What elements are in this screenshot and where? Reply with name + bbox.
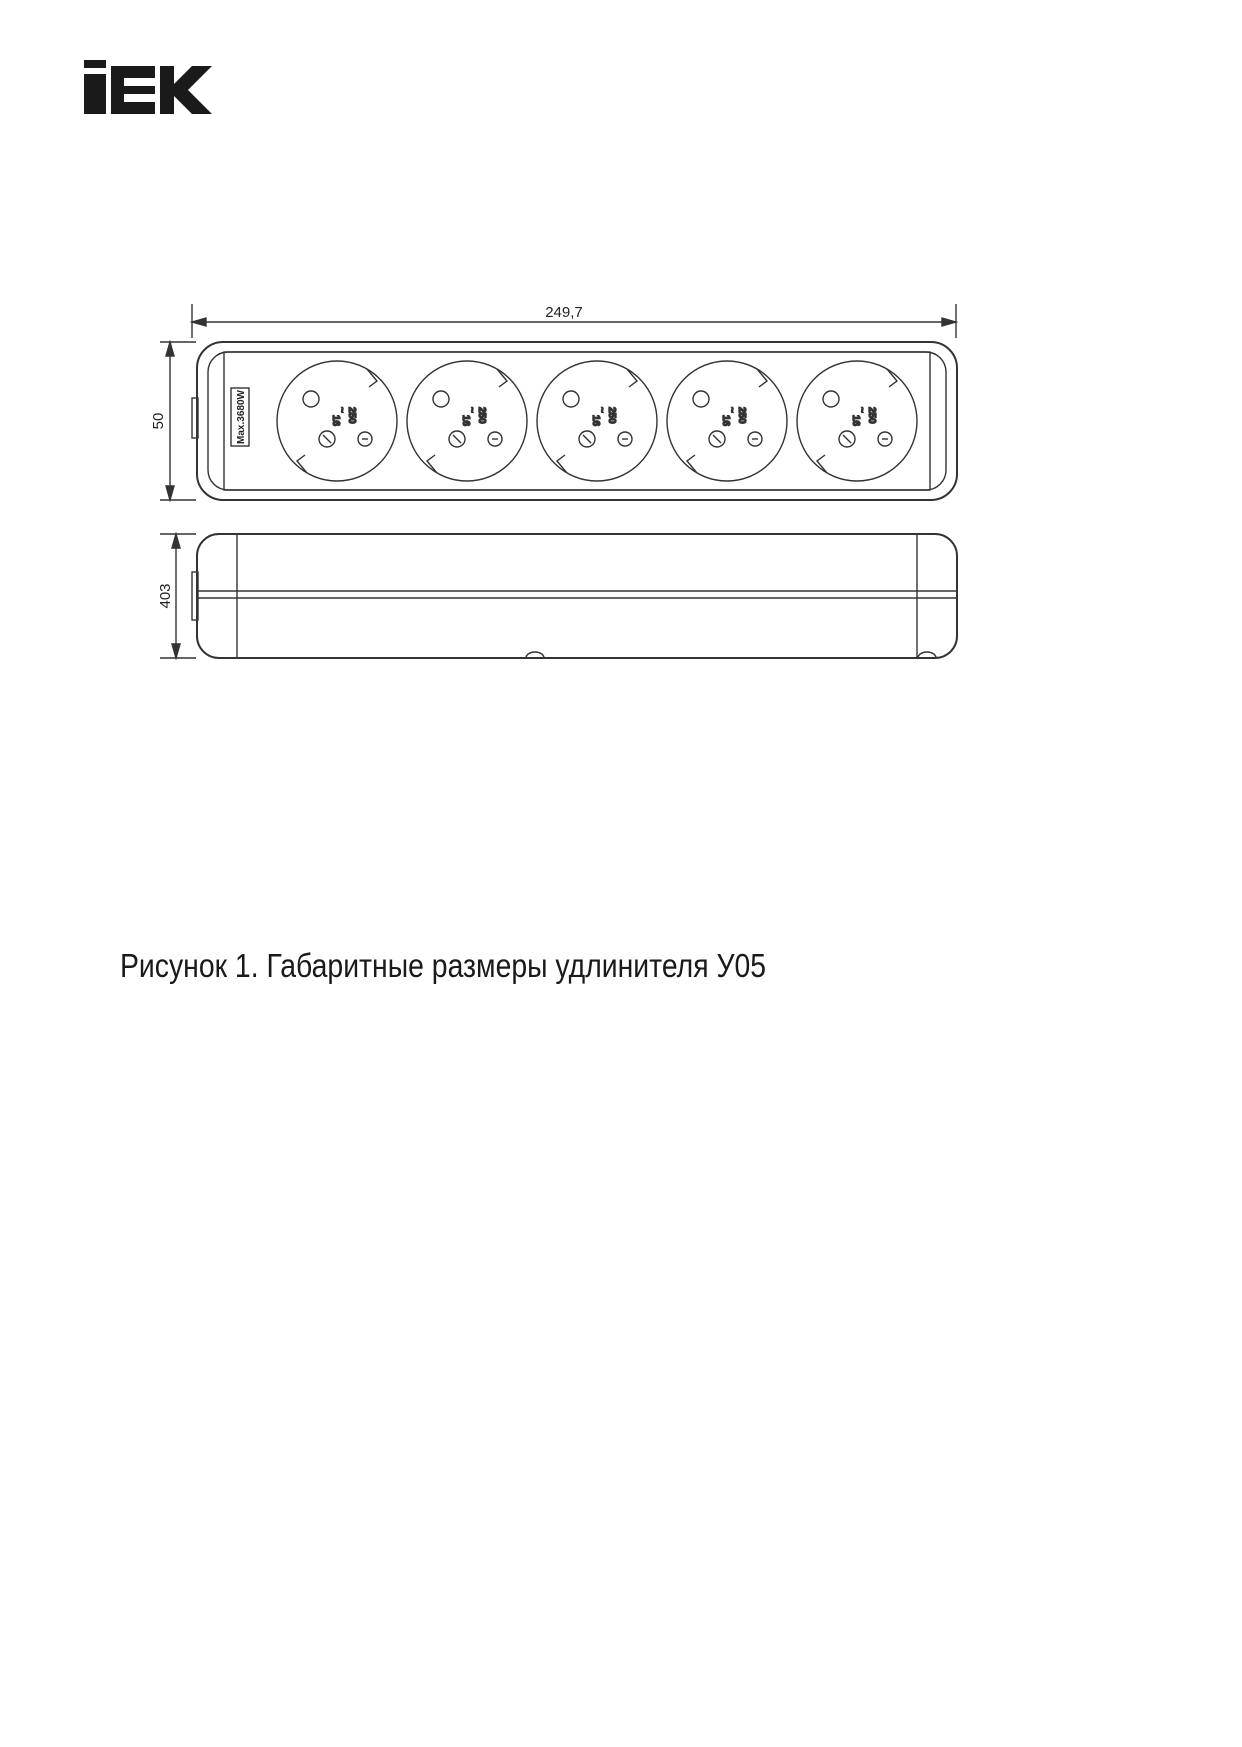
depth-dimension-label: 403: [157, 583, 174, 609]
socket-tilde-label: ~: [596, 407, 607, 413]
socket-voltage-label: 250: [476, 407, 487, 424]
socket-tilde-label: ~: [726, 407, 737, 413]
socket-tilde-label: ~: [856, 407, 867, 413]
socket-4: [667, 361, 787, 481]
socket-voltage-label: 250: [736, 407, 747, 424]
dimension-drawing: [140, 290, 980, 690]
socket-1: [277, 361, 397, 481]
socket-current-label: 16: [850, 415, 861, 427]
figure-caption: Рисунок 1. Габаритные размеры удлинителя У05: [120, 947, 767, 984]
socket-voltage-label: 250: [346, 407, 357, 424]
socket-tilde-label: ~: [466, 407, 477, 413]
width-dimension-label: 249,7: [545, 304, 583, 321]
socket-current-label: 16: [330, 415, 341, 427]
socket-current-label: 16: [460, 415, 471, 427]
socket-current-label: 16: [590, 415, 601, 427]
socket-voltage-label: 250: [606, 407, 617, 424]
rating-label: Max.3680W: [236, 390, 247, 444]
socket-voltage-label: 250: [866, 407, 877, 424]
socket-2: [407, 361, 527, 481]
iek-logo: [84, 60, 224, 116]
socket-5: [797, 361, 917, 481]
socket-tilde-label: ~: [336, 407, 347, 413]
socket-current-label: 16: [720, 415, 731, 427]
socket-3: [537, 361, 657, 481]
height-dimension-label: 50: [150, 412, 167, 430]
